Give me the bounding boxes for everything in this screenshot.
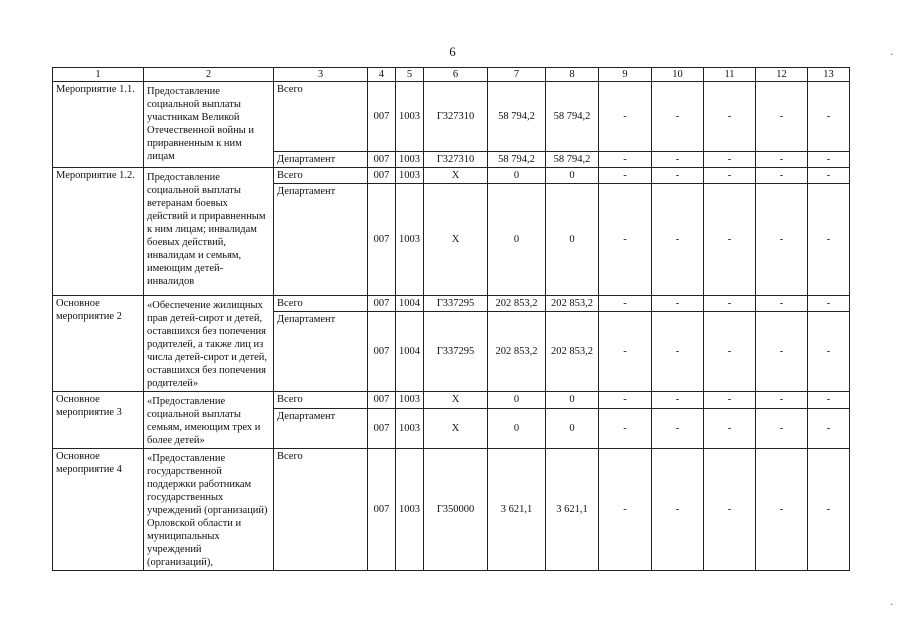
cell-c13: - (808, 449, 850, 571)
cell-c7: 0 (488, 168, 546, 184)
cell-c10: - (652, 296, 704, 312)
cell-c6: Х (424, 408, 488, 448)
table-row (53, 82, 850, 152)
cell-c12: - (756, 392, 808, 409)
cell-c7: 3 621,1 (488, 449, 546, 571)
cell-c9: - (599, 449, 652, 571)
column-number: 2 (144, 68, 274, 82)
cell-c9: - (599, 82, 652, 152)
cell-c4: 007 (368, 184, 396, 296)
cell-c4: 007 (368, 82, 396, 152)
cell-c6: Г327310 (424, 152, 488, 168)
activity-description: Предоставление социальной выплаты участникам Великой Отечественной войны и приравненным к ним лицам (144, 82, 274, 168)
column-number: 3 (274, 68, 368, 82)
cell-c12: - (756, 168, 808, 184)
activity-label: Мероприятие 1.2. (53, 168, 144, 296)
cell-c8: 58 794,2 (546, 82, 599, 152)
budget-table (52, 67, 850, 571)
cell-c7: 202 853,2 (488, 296, 546, 312)
cell-c5: 1003 (396, 168, 424, 184)
cell-c8: 0 (546, 168, 599, 184)
cell-c9: - (599, 184, 652, 296)
table-row (53, 392, 850, 409)
cell-c7: 0 (488, 408, 546, 448)
column-number: 8 (546, 68, 599, 82)
cell-c9: - (599, 296, 652, 312)
cell-c10: - (652, 184, 704, 296)
funding-source: Департамент (274, 312, 368, 392)
cell-c5: 1004 (396, 296, 424, 312)
column-number: 4 (368, 68, 396, 82)
cell-c4: 007 (368, 152, 396, 168)
cell-c10: - (652, 82, 704, 152)
column-number: 7 (488, 68, 546, 82)
activity-description: Предоставление социальной выплаты ветеранам боевых действий и приравненным к ним лицам; инвалидам боевых действий, инвалидам и семьям, имеющим детей-инвалидов (144, 168, 274, 296)
table-row (53, 449, 850, 571)
funding-source: Всего (274, 168, 368, 184)
scan-artifact: · (890, 50, 894, 61)
cell-c11: - (704, 82, 756, 152)
cell-c7: 0 (488, 184, 546, 296)
cell-c5: 1004 (396, 312, 424, 392)
cell-c12: - (756, 408, 808, 448)
cell-c4: 007 (368, 296, 396, 312)
cell-c11: - (704, 408, 756, 448)
cell-c12: - (756, 152, 808, 168)
cell-c9: - (599, 152, 652, 168)
cell-c4: 007 (368, 408, 396, 448)
cell-c13: - (808, 152, 850, 168)
cell-c7: 0 (488, 392, 546, 409)
table-row (53, 296, 850, 312)
cell-c11: - (704, 168, 756, 184)
funding-source: Всего (274, 449, 368, 571)
cell-c13: - (808, 392, 850, 409)
column-number: 6 (424, 68, 488, 82)
scan-artifact: · (890, 600, 894, 611)
cell-c8: 0 (546, 184, 599, 296)
cell-c9: - (599, 408, 652, 448)
funding-source: Всего (274, 392, 368, 409)
cell-c11: - (704, 184, 756, 296)
cell-c4: 007 (368, 312, 396, 392)
cell-c9: - (599, 168, 652, 184)
funding-source: Всего (274, 82, 368, 152)
activity-description: «Предоставление социальной выплаты семьям, имеющим трех и более детей» (144, 392, 274, 449)
page-number: 6 (449, 44, 456, 59)
cell-c9: - (599, 392, 652, 409)
cell-c10: - (652, 449, 704, 571)
cell-c13: - (808, 312, 850, 392)
cell-c10: - (652, 168, 704, 184)
cell-c12: - (756, 312, 808, 392)
cell-c5: 1003 (396, 152, 424, 168)
cell-c10: - (652, 152, 704, 168)
cell-c11: - (704, 392, 756, 409)
activity-label: Мероприятие 1.1. (53, 82, 144, 168)
cell-c11: - (704, 296, 756, 312)
column-number: 9 (599, 68, 652, 82)
funding-source: Департамент (274, 408, 368, 448)
column-number: 13 (808, 68, 850, 82)
cell-c12: - (756, 296, 808, 312)
cell-c5: 1003 (396, 392, 424, 409)
column-number: 12 (756, 68, 808, 82)
cell-c8: 0 (546, 392, 599, 409)
cell-c11: - (704, 449, 756, 571)
cell-c11: - (704, 152, 756, 168)
cell-c8: 202 853,2 (546, 312, 599, 392)
cell-c7: 58 794,2 (488, 152, 546, 168)
cell-c13: - (808, 296, 850, 312)
cell-c10: - (652, 392, 704, 409)
cell-c4: 007 (368, 449, 396, 571)
cell-c8: 0 (546, 408, 599, 448)
funding-source: Департамент (274, 184, 368, 296)
cell-c4: 007 (368, 392, 396, 409)
activity-label: Основное мероприятие 3 (53, 392, 144, 449)
column-number: 10 (652, 68, 704, 82)
cell-c10: - (652, 312, 704, 392)
activity-label: Основное мероприятие 4 (53, 449, 144, 571)
cell-c5: 1003 (396, 449, 424, 571)
column-number: 1 (53, 68, 144, 82)
cell-c5: 1003 (396, 184, 424, 296)
cell-c9: - (599, 312, 652, 392)
cell-c6: Г337295 (424, 312, 488, 392)
cell-c8: 58 794,2 (546, 152, 599, 168)
cell-c4: 007 (368, 168, 396, 184)
cell-c5: 1003 (396, 408, 424, 448)
activity-description: «Обеспечение жилищных прав детей-сирот и детей, оставшихся без попечения родителей, а также лиц из числа детей-сирот и детей, оставшихся без попечения родителей» (144, 296, 274, 392)
cell-c6: Х (424, 168, 488, 184)
cell-c13: - (808, 168, 850, 184)
cell-c12: - (756, 184, 808, 296)
cell-c5: 1003 (396, 82, 424, 152)
header-row (53, 68, 850, 82)
cell-c11: - (704, 312, 756, 392)
column-number: 5 (396, 68, 424, 82)
cell-c6: Г337295 (424, 296, 488, 312)
cell-c12: - (756, 82, 808, 152)
cell-c10: - (652, 408, 704, 448)
cell-c13: - (808, 184, 850, 296)
cell-c7: 58 794,2 (488, 82, 546, 152)
funding-source: Департамент (274, 152, 368, 168)
column-number: 11 (704, 68, 756, 82)
cell-c8: 202 853,2 (546, 296, 599, 312)
activity-label: Основное мероприятие 2 (53, 296, 144, 392)
funding-source: Всего (274, 296, 368, 312)
table-row (53, 168, 850, 184)
activity-description: «Предоставление государственной поддержки работникам государственных учреждений (организаций) Орловской области и муниципальных учреждений (организаций), (144, 449, 274, 571)
cell-c13: - (808, 408, 850, 448)
cell-c12: - (756, 449, 808, 571)
cell-c6: Г350000 (424, 449, 488, 571)
cell-c7: 202 853,2 (488, 312, 546, 392)
cell-c6: Х (424, 184, 488, 296)
cell-c13: - (808, 82, 850, 152)
cell-c6: Х (424, 392, 488, 409)
cell-c6: Г327310 (424, 82, 488, 152)
cell-c8: 3 621,1 (546, 449, 599, 571)
